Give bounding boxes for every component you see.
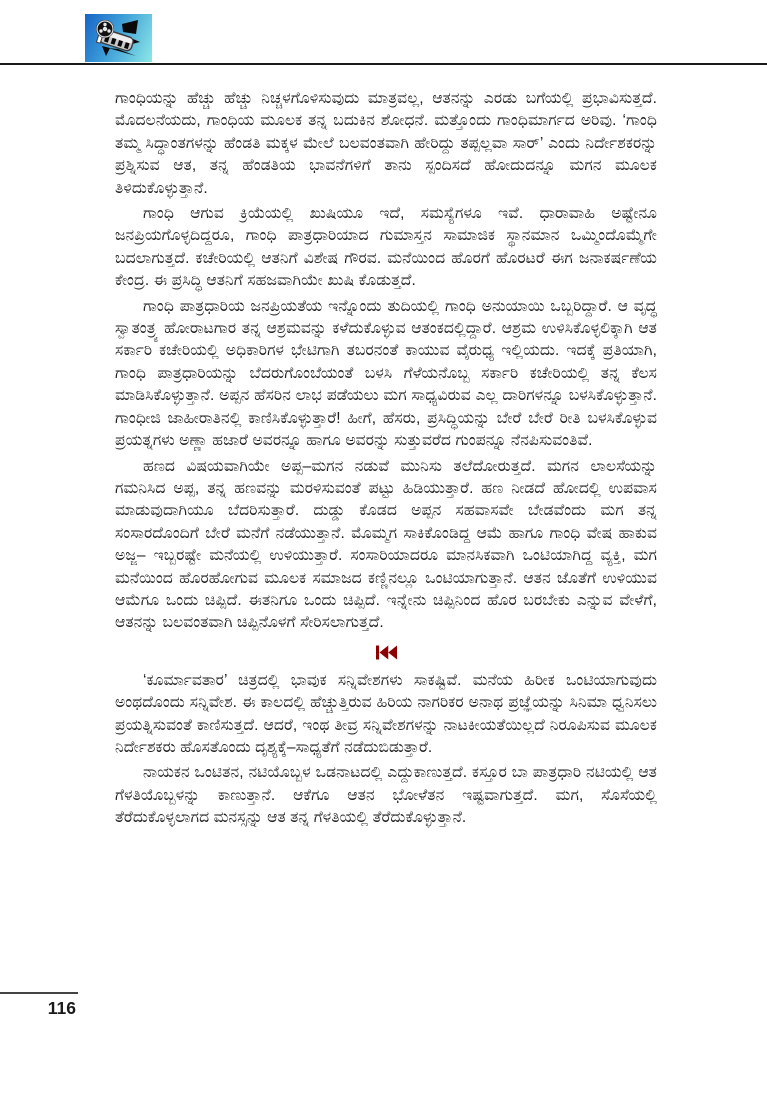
- header-divider-rule: [0, 63, 767, 65]
- paragraph: ‘ಕೂರ್ಮಾವತಾರ’ ಚಿತ್ರದಲ್ಲಿ ಭಾವುಕ ಸನ್ನಿವೇಶಗಳು ಸಾಕಷ್ಟಿವೆ. ಮನೆಯ ಹಿರೀಕ ಒಂಟಿಯಾಗುವುದು ಅಂಥದೊಂದು ಸನ್ನಿವೇಶ. ಈ ಕಾಲದಲ್ಲಿ ಹೆಚ್ಚುತ್ತಿರುವ ಹಿರಿಯ ನಾಗರಿಕರ ಅನಾಥ ಪ್ರಜ್ಞೆಯನ್ನು ಸಿನಿಮಾ ಧ್ವನಿಸಲು ಪ್ರಯತ್ನಿಸುವಂತೆ ಕಾಣಿಸುತ್ತದೆ. ಆದರೆ, ಇಂಥ ತೀವ್ರ ಸನ್ನಿವೇಶಗಳನ್ನು ನಾಟಕೀಯತೆಯಿಲ್ಲದೆ ನಿರೂಪಿಸುವ ಮೂಲಕ ನಿರ್ದೇಶಕರು ಹೊಸತೊಂದು ದೃಶ್ಯಕ್ಕೆ–ಸಾಧ್ಯತೆಗೆ ನಡೆದುಬಿಡುತ್ತಾರೆ.: [115, 671, 657, 756]
- section-divider: [115, 644, 657, 662]
- article-body: [115, 88, 657, 833]
- paragraph: ನಾಯಕನ ಒಂಟಿತನ, ನಟಿಯೊಬ್ಬಳ ಒಡನಾಟದಲ್ಲಿ ಎದ್ದುಕಾಣುತ್ತದೆ. ಕಸ್ತೂರ ಬಾ ಪಾತ್ರಧಾರಿ ನಟಿಯಲ್ಲಿ ಆತ ಗೆಳತಿಯೊಬ್ಬಳನ್ನು ಕಾಣುತ್ತಾನೆ. ಆಕೆಗೂ ಆತನ ಭೋಳೆತನ ಇಷ್ಟವಾಗುತ್ತದೆ. ಮಗ, ಸೊಸೆಯಲ್ಲಿ ತೆರೆದುಕೊಳ್ಳಲಾಗದ ಮನಸ್ಸನ್ನು ಆತ ತನ್ನ ಗೆಳತಿಯಲ್ಲಿ ತೆರೆದುಕೊಳ್ಳುತ್ತಾನೆ.: [115, 764, 657, 827]
- paragraph: ಗಾಂಧಿ ಆಗುವ ಕ್ರಿಯೆಯಲ್ಲಿ ಖುಷಿಯೂ ಇದೆ, ಸಮಸ್ಯೆಗಳೂ ಇವೆ. ಧಾರಾವಾಹಿ ಅಷ್ಟೇನೂ ಜನಪ್ರಿಯಗೊಳ್ಳದಿದ್ದರೂ, ಗಾಂಧಿ ಪಾತ್ರಧಾರಿಯಾದ ಗುಮಾಸ್ತನ ಸಾಮಾಜಿಕ ಸ್ಥಾನಮಾನ ಒಮ್ಮಿಂದೊಮ್ಮೆಗೇ ಬದಲಾಗುತ್ತದೆ. ಕಚೇರಿಯಲ್ಲಿ ಆತನಿಗೆ ವಿಶೇಷ ಗೌರವ. ಮನೆಯಿಂದ ಹೊರಗೆ ಹೊರಟರೆ ಈಗ ಜನಾಕರ್ಷಣೆಯ ಕೇಂದ್ರ. ಈ ಪ್ರಸಿದ್ಧಿ ಆತನಿಗೆ ಸಹಜವಾಗಿಯೇ ಖುಷಿ ಕೊಡುತ್ತದೆ.: [115, 205, 657, 290]
- paragraph: ಹಣದ ವಿಷಯವಾಗಿಯೇ ಅಪ್ಪ–ಮಗನ ನಡುವೆ ಮುನಿಸು ತಲೆದೋರುತ್ತದೆ. ಮಗನ ಲಾಲಸೆಯನ್ನು ಗಮನಿಸಿದ ಅಪ್ಪ, ತನ್ನ ಹಣವನ್ನು ಮರಳಿಸುವಂತೆ ಪಟ್ಟು ಹಿಡಿಯುತ್ತಾರೆ. ಹಣ ನೀಡದೆ ಹೋದಲ್ಲಿ ಉಪವಾಸ ಮಾಡುವುದಾಗಿಯೂ ಬೆದರಿಸುತ್ತಾರೆ. ದುಡ್ಡು ಕೊಡದ ಅಪ್ಪನ ಸಹವಾಸವೇ ಬೇಡವೆಂದು ಮಗ ತನ್ನ ಸಂಸಾರದೊಂದಿಗೆ ಬೇರೆ ಮನೆಗೆ ನಡೆಯುತ್ತಾನೆ. ಮೊಮ್ಮಗ ಸಾಕಿಕೊಂಡಿದ್ದ ಆಮೆ ಹಾಗೂ ಗಾಂಧಿ ವೇಷ ಹಾಕುವ ಅಜ್ಜ– ಇಬ್ಬರಷ್ಟೇ ಮನೆಯಲ್ಲಿ ಉಳಿಯುತ್ತಾರೆ. ಸಂಸಾರಿಯಾದರೂ ಮಾನಸಿಕವಾಗಿ ಒಂಟಿಯಾಗಿದ್ದ ವ್ಯಕ್ತಿ, ಮಗ ಮನೆಯಿಂದ ಹೊರಹೋಗುವ ಮೂಲಕ ಸಮಾಜದ ಕಣ್ಣಿನಲ್ಲೂ ಒಂಟಿಯಾಗುತ್ತಾನೆ. ಆತನ ಜೊತೆಗೆ ಉಳಿಯುವ ಆಮೆಗೂ ಒಂದು ಚಿಪ್ಪಿದೆ. ಈತನಿಗೂ ಒಂದು ಚಿಪ್ಪಿದೆ. ಇನ್ನೇನು ಚಿಪ್ಪಿನಿಂದ ಹೊರ ಬರಬೇಕು ಎನ್ನುವ ವೇಳೆಗೆ, ಆತನನ್ನು ಬಲವಂತವಾಗಿ ಚಿಪ್ಪಿನೊಳಗೆ ಸೇರಿಸಲಾಗುತ್ತದೆ.: [115, 457, 657, 632]
- film-projector-logo: [85, 14, 152, 62]
- rewind-icon: [376, 645, 397, 660]
- film-projector-icon: [92, 18, 146, 58]
- paragraph: ಗಾಂಧಿ ಪಾತ್ರಧಾರಿಯ ಜನಪ್ರಿಯತೆಯ ಇನ್ನೊಂದು ತುದಿಯಲ್ಲಿ ಗಾಂಧಿ ಅನುಯಾಯಿ ಒಬ್ಬರಿದ್ದಾರೆ. ಆ ವೃದ್ಧ ಸ್ವಾತಂತ್ರ್ಯ ಹೋರಾಟಗಾರ ತನ್ನ ಆಶ್ರಮವನ್ನು ಕಳೆದುಕೊಳ್ಳುವ ಆತಂಕದಲ್ಲಿದ್ದಾರೆ. ಆಶ್ರಮ ಉಳಿಸಿಕೊಳ್ಳಲಿಕ್ಕಾಗಿ ಆತ ಸರ್ಕಾರಿ ಕಚೇರಿಯಲ್ಲಿ ಅಧಿಕಾರಿಗಳ ಭೇಟಿಗಾಗಿ ತಬರನಂತೆ ಕಾಯುವ ವೈರುಧ್ಯ ಇಲ್ಲಿಯದು. ಇದಕ್ಕೆ ಪ್ರತಿಯಾಗಿ, ಗಾಂಧಿ ಪಾತ್ರಧಾರಿಯನ್ನು ಬೆದರುಗೊಂಬೆಯಂತೆ ಬಳಸಿ ಗೆಳೆಯನೊಬ್ಬ ಸರ್ಕಾರಿ ಕಚೇರಿಯಲ್ಲಿ ತನ್ನ ಕೆಲಸ ಮಾಡಿಸಿಕೊಳ್ಳುತ್ತಾನೆ. ಅಪ್ಪನ ಹೆಸರಿನ ಲಾಭ ಪಡೆಯಲು ಮಗ ಸಾಧ್ಯವಿರುವ ಎಲ್ಲ ದಾರಿಗಳನ್ನೂ ಬಳಸಿಕೊಳ್ಳುತ್ತಾನೆ. ಗಾಂಧೀಜಿ ಜಾಹೀರಾತಿನಲ್ಲಿ ಕಾಣಿಸಿಕೊಳ್ಳುತ್ತಾರೆ! ಹೀಗೆ, ಹೆಸರು, ಪ್ರಸಿದ್ಧಿಯನ್ನು ಬೇರೆ ಬೇರೆ ರೀತಿ ಬಳಸಿಕೊಳ್ಳುವ ಪ್ರಯತ್ನಗಳು ಅಣ್ಣಾ ಹಜಾರೆ ಅವರನ್ನೂ ಹಾಗೂ ಅವರನ್ನು ಸುತ್ತುವರೆದ ಗುಂಪನ್ನೂ ನೆನಪಿಸುವಂತಿವೆ.: [115, 297, 657, 450]
- footer-rule: [0, 992, 78, 994]
- paragraph: ಗಾಂಧಿಯನ್ನು ಹೆಚ್ಚು ಹೆಚ್ಚು ನಿಚ್ಚಳಗೊಳಿಸುವುದು ಮಾತ್ರವಲ್ಲ, ಆತನನ್ನು ಎರಡು ಬಗೆಯಲ್ಲಿ ಪ್ರಭಾವಿಸುತ್ತದೆ. ಮೊದಲನೆಯದು, ಗಾಂಧಿಯ ಮೂಲಕ ತನ್ನ ಬದುಕಿನ ಶೋಧನೆ. ಮತ್ತೊಂದು ಗಾಂಧಿಮಾರ್ಗದ ಅರಿವು. ‘ಗಾಂಧಿ ತಮ್ಮ ಸಿದ್ಧಾಂತಗಳನ್ನು ಹೆಂಡತಿ ಮಕ್ಕಳ ಮೇಲೆ ಬಲವಂತವಾಗಿ ಹೇರಿದ್ದು ತಪ್ಪಲ್ಲವಾ ಸಾರ್’ ಎಂದು ನಿರ್ದೇಶಕರನ್ನು ಪ್ರಶ್ನಿಸುವ ಆತ, ತನ್ನ ಹೆಂಡತಿಯ ಭಾವನೆಗಳಿಗೆ ತಾನು ಸ್ಪಂದಿಸದೆ ಹೋದುದನ್ನೂ ಮಗನ ಮೂಲಕ ತಿಳಿದುಕೊಳ್ಳುತ್ತಾನೆ.: [115, 90, 657, 197]
- page-number: 116: [47, 998, 76, 1018]
